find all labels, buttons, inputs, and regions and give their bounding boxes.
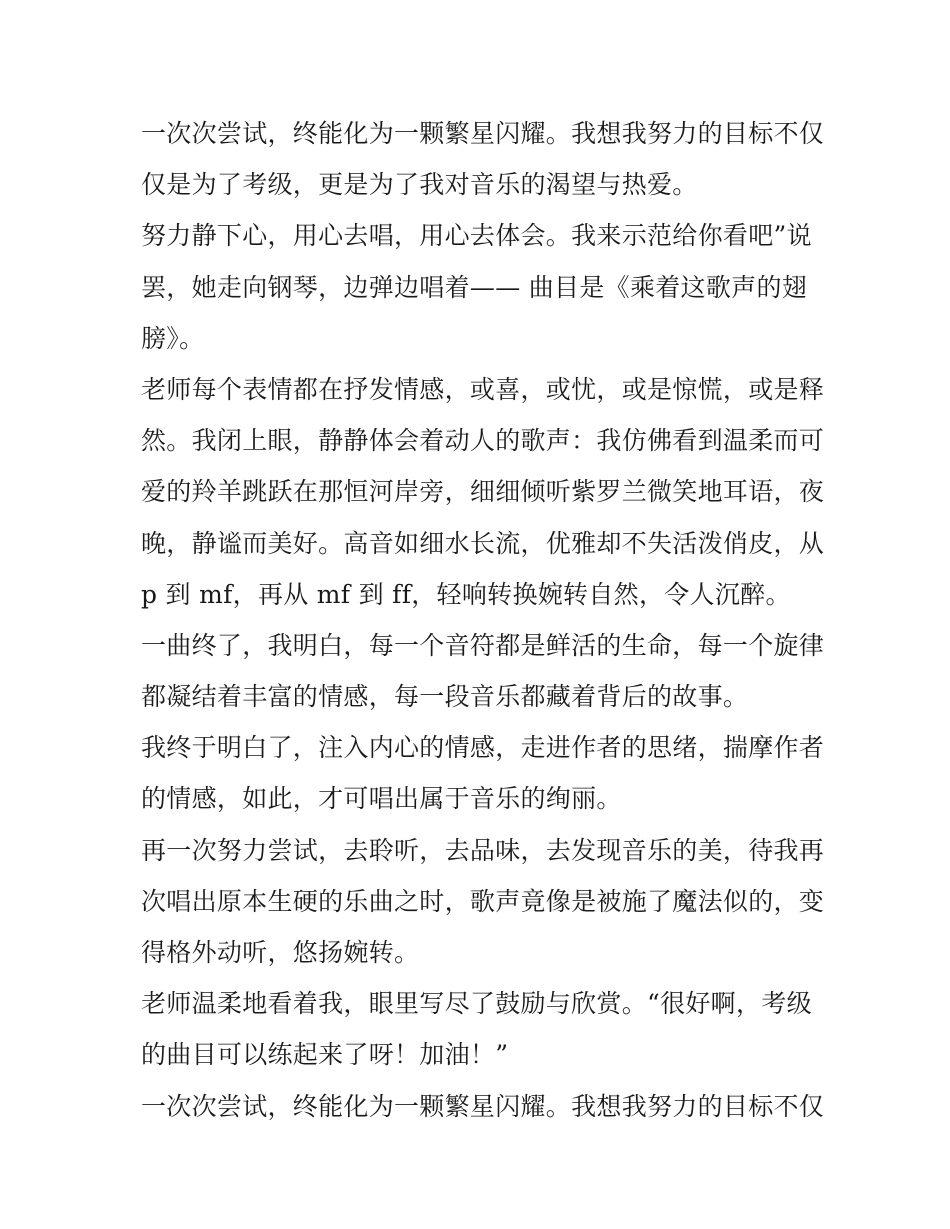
text-line: 一曲终了，我明白，每一个音符都是鲜活的生命，每一个旋律 (141, 630, 825, 660)
text-line: p 到 mf，再从 mf 到 ff，轻响转换婉转自然，令人沉醉。 (141, 579, 791, 609)
text-line: 的情感，如此，才可唱出属于音乐的绚丽。 (141, 784, 622, 814)
text-line: 然。我闭上眼，静静体会着动人的歌声：我仿佛看到温柔而可 (141, 426, 825, 456)
text-line: 晚，静谧而美好。高音如细水长流，优雅却不失活泼俏皮，从 (141, 528, 825, 558)
text-line: 再一次努力尝试，去聆听，去品味，去发现音乐的美，待我再 (141, 835, 825, 865)
text-line: 得格外动听，悠扬婉转。 (141, 938, 420, 967)
text-line: 我终于明白了，注入内心的情感，走进作者的思绪，揣摩作者 (141, 733, 825, 763)
text-line: 一次次尝试，终能化为一颗繁星闪耀。我想我努力的目标不仅 (141, 1091, 825, 1121)
text-line: 一次次尝试，终能化为一颗繁星闪耀。我想我努力的目标不仅 (141, 119, 825, 148)
text-line: 老师温柔地看着我，眼里写尽了鼓励与欣赏。“很好啊，考级 (141, 989, 812, 1019)
text-line: 的曲目可以练起来了呀！加油！” (141, 1040, 509, 1070)
text-line: 仅是为了考级，更是为了我对音乐的渴望与热爱。 (141, 170, 698, 200)
text-line: 努力静下心，用心去唱，用心去体会。我来示范给你看吧”说 (141, 221, 812, 251)
text-line: 爱的羚羊跳跃在那恒河岸旁，细细倾听紫罗兰微笑地耳语，夜 (141, 477, 825, 507)
text-line: 罢，她走向钢琴，边弹边唱着—— 曲目是《乘着这歌声的翅 (141, 272, 808, 302)
text-line: 都凝结着丰富的情感，每一段音乐都藏着背后的故事。 (141, 682, 749, 712)
text-line: 老师每个表情都在抒发情感，或喜，或忧，或是惊慌，或是释 (141, 374, 825, 404)
text-line: 次唱出原本生硬的乐曲之时，歌声竟像是被施了魔法似的，变 (141, 886, 825, 916)
text-line: 膀》。 (141, 323, 205, 353)
document-body (141, 108, 825, 1132)
